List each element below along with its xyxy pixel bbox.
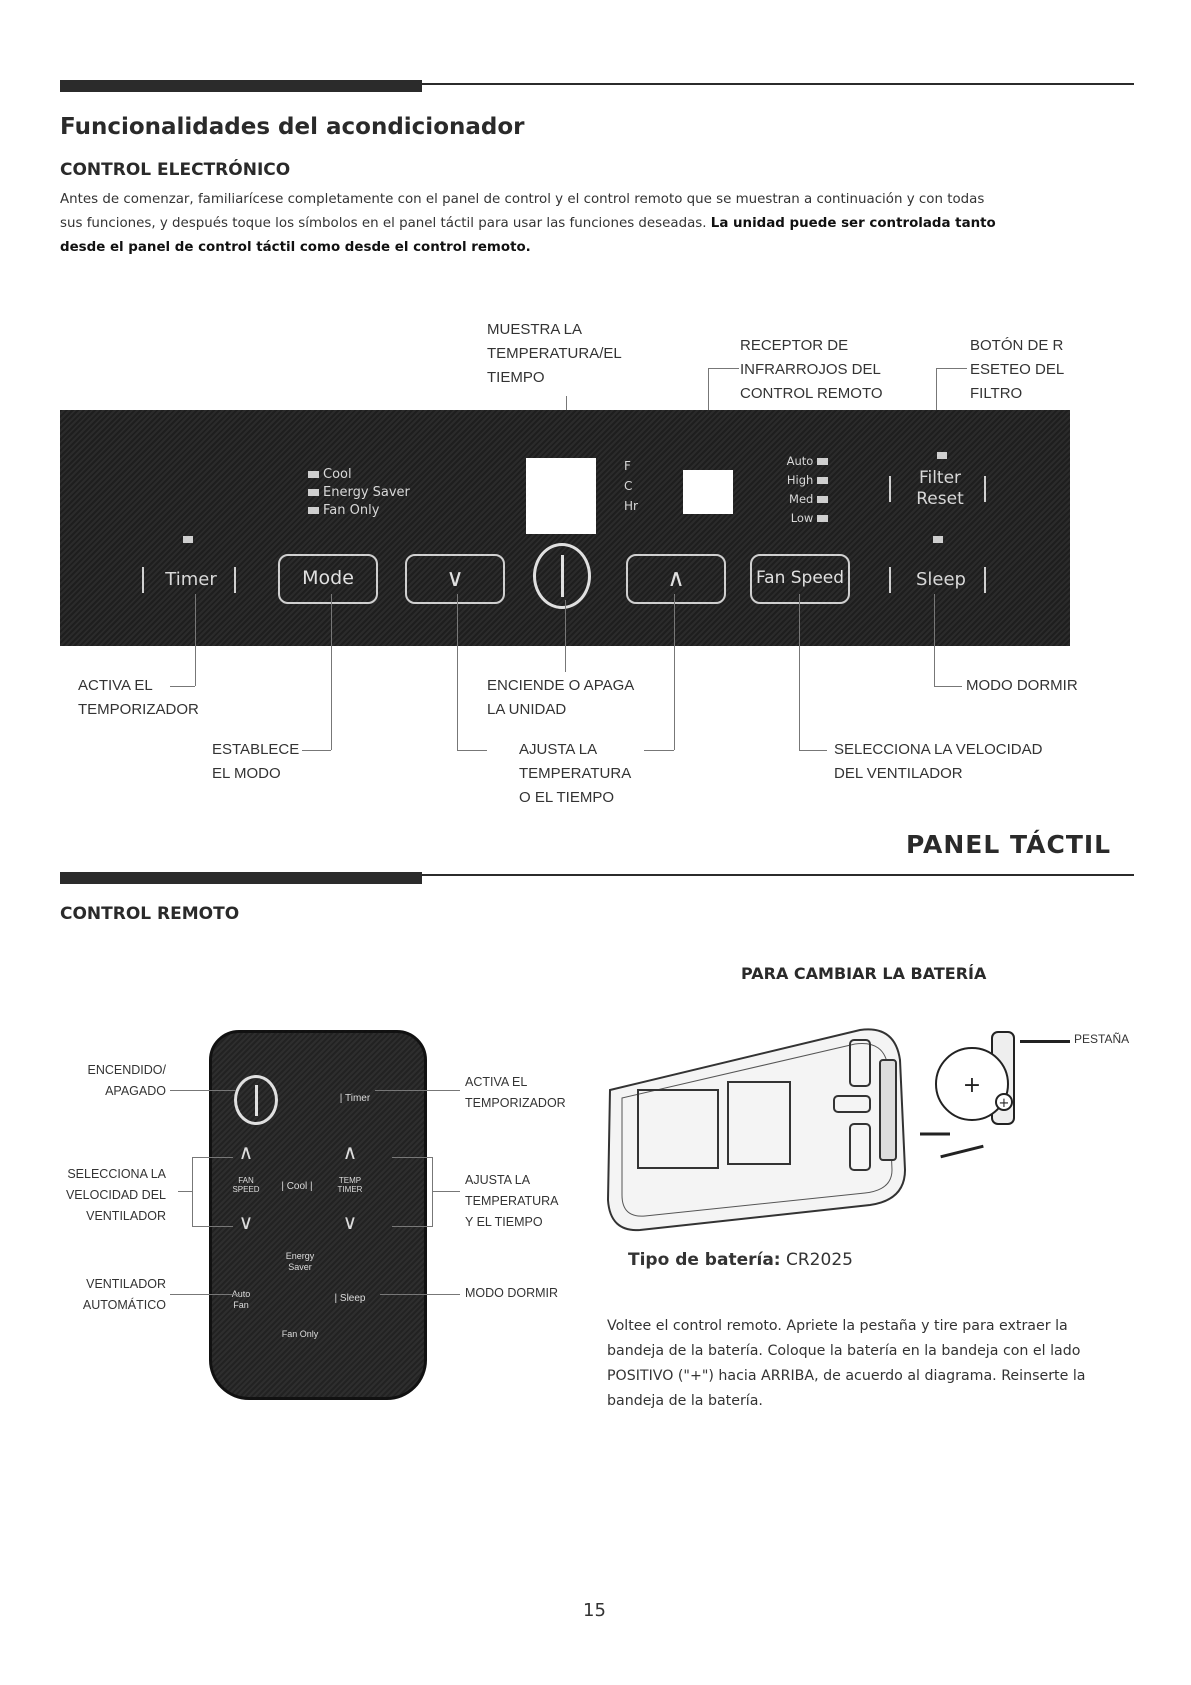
remote-fan-down-icon[interactable]: ∨: [238, 1212, 254, 1234]
remote-lead-temp-bracket: [392, 1157, 433, 1227]
mode-indicator-list: [308, 466, 410, 520]
remote-lead-fan-h: [178, 1191, 192, 1192]
remote-power-button[interactable]: [234, 1075, 278, 1125]
lead-line-timer: [195, 594, 196, 686]
remote-callout-timer: ACTIVA EL TEMPORIZADOR: [465, 1075, 566, 1110]
battery-type-value: CR2025: [786, 1250, 853, 1270]
remote-timer-button[interactable]: | Timer: [339, 1093, 371, 1104]
panel-caption: PANEL TÁCTIL: [906, 830, 1112, 859]
svg-text:+: +: [998, 1096, 1010, 1111]
battery-heading: PARA CAMBIAR LA BATERÍA: [741, 964, 987, 983]
pull-direction-arrow-icon: [940, 1145, 983, 1159]
remote-energy-saver-button[interactable]: Energy Saver: [285, 1251, 315, 1272]
power-button[interactable]: [533, 543, 591, 609]
callout-temp: AJUSTA LA TEMPERATURA O EL TIEMPO: [519, 741, 631, 806]
remote-cool-button[interactable]: | Cool |: [281, 1181, 313, 1192]
page-title: Funcionalidades del acondicionador: [60, 114, 525, 140]
filter-bar-left: [889, 476, 891, 502]
remote-lead-fan-bracket: [192, 1157, 233, 1227]
speed-indicator-med: Med: [760, 490, 832, 509]
lead-line-mode: [331, 594, 332, 750]
fan-speed-button[interactable]: Fan Speed: [750, 554, 850, 604]
timer-bar-left: [142, 567, 144, 593]
remote-callout-sleep: MODO DORMIR: [465, 1286, 559, 1300]
section-heading-electronic-control: CONTROL ELECTRÓNICO: [60, 160, 291, 180]
remote-temp-timer-label: TEMP TIMER: [337, 1176, 363, 1194]
unit-hr: Hr: [624, 499, 638, 513]
intro-plain-text: Antes de comenzar, familiarícese completamente con el panel de control y el control remoto que se muestran a continuación y con todas sus funciones, y después toque los símbolos en el panel táctil para usar las funciones deseadas.: [60, 192, 985, 231]
lead-line-down-h: [457, 750, 487, 751]
lead-line-up: [674, 594, 675, 750]
remote-back-illustration: [600, 1020, 940, 1240]
callout-display: MUESTRA LA TEMPERATURA/EL TIEMPO: [487, 321, 622, 386]
remote-auto-fan-button[interactable]: Auto Fan: [231, 1289, 251, 1310]
intro-paragraph: [60, 188, 1000, 260]
remote-fan-up-icon[interactable]: ∧: [238, 1142, 254, 1164]
remote-sleep-button[interactable]: | Sleep: [334, 1293, 366, 1304]
tab-arrow-icon: [1020, 1040, 1070, 1043]
mode-indicator-fan-only: Fan Only: [308, 502, 410, 520]
remote-fan-speed-label: FAN SPEED: [232, 1176, 260, 1194]
speed-indicator-high: High: [760, 471, 832, 490]
speed-indicator-auto: Auto: [760, 452, 832, 471]
speed-indicator-list: [760, 452, 832, 528]
battery-type-line: [628, 1250, 853, 1270]
filter-led: [937, 452, 947, 459]
remote-temp-down-icon[interactable]: ∨: [342, 1212, 358, 1234]
lead-line-fan-h: [799, 750, 827, 751]
lead-line-sleep-h: [934, 686, 962, 687]
remote-lead-timer: [375, 1090, 460, 1091]
lead-line-sleep: [934, 594, 935, 686]
temp-down-button[interactable]: ∨: [405, 554, 505, 604]
remote-callout-auto-fan: VENTILADOR AUTOMÁTICO: [82, 1277, 166, 1312]
mode-indicator-cool: Cool: [308, 466, 410, 484]
callout-filter-reset: BOTÓN DE R ESETEO DEL FILTRO: [970, 337, 1064, 402]
timer-led: [183, 536, 193, 543]
timer-button[interactable]: Timer: [165, 569, 217, 590]
sleep-bar-left: [889, 567, 891, 593]
lead-line-mode-h: [302, 750, 331, 751]
section-heading-remote-control: CONTROL REMOTO: [60, 904, 240, 924]
ir-receiver-window: [683, 470, 733, 514]
lead-line-up-h: [644, 750, 674, 751]
intro-bold-text: La unidad puede ser controlada tanto desde el panel de control táctil como desde el control remoto.: [60, 216, 996, 255]
filter-bar-right: [984, 476, 986, 502]
remote-power-icon: [255, 1085, 258, 1116]
unit-indicators: [624, 456, 638, 516]
callout-ir-receiver: RECEPTOR DE INFRARROJOS DEL CONTROL REMOTO: [740, 337, 883, 402]
temperature-display: [526, 458, 596, 534]
mode-indicator-energy-saver: Energy Saver: [308, 484, 410, 502]
remote-lead-power: [170, 1090, 236, 1091]
speed-indicator-low: Low: [760, 509, 832, 528]
remote-temp-up-icon[interactable]: ∧: [342, 1142, 358, 1164]
temp-up-button[interactable]: ∧: [626, 554, 726, 604]
mid-rule-thin: [60, 874, 1134, 876]
remote-lead-temp-h: [432, 1191, 460, 1192]
callout-sleep: MODO DORMIR: [966, 677, 1078, 694]
lead-line-down: [457, 594, 458, 750]
callout-fan-speed: SELECCIONA LA VELOCIDAD DEL VENTILADOR: [834, 741, 1043, 782]
unit-c: C: [624, 479, 633, 493]
svg-text:+: +: [962, 1073, 982, 1098]
lead-line-power: [565, 600, 566, 672]
remote-callout-power: ENCENDIDO/ APAGADO: [87, 1063, 166, 1098]
filter-reset-button[interactable]: Filter Reset: [916, 468, 964, 509]
sleep-led: [933, 536, 943, 543]
remote-callout-temp: AJUSTA LA TEMPERATURA Y EL TIEMPO: [465, 1173, 558, 1229]
callout-timer: ACTIVA EL TEMPORIZADOR: [78, 677, 199, 718]
unit-f: F: [624, 459, 631, 473]
power-icon: [561, 555, 564, 597]
tab-label: PESTAÑA: [1074, 1032, 1130, 1046]
timer-bar-right: [234, 567, 236, 593]
mode-button[interactable]: Mode: [278, 554, 378, 604]
remote-fan-only-button[interactable]: Fan Only: [281, 1329, 319, 1339]
lead-line-fan: [799, 594, 800, 750]
sleep-bar-right: [984, 567, 986, 593]
sleep-button[interactable]: Sleep: [915, 569, 966, 590]
remote-lead-sleep: [380, 1294, 460, 1295]
header-rule-thick: [60, 80, 422, 92]
battery-tray-illustration: [920, 1024, 1030, 1144]
header-rule-thin: [60, 83, 1134, 85]
callout-power: ENCIENDE O APAGA LA UNIDAD: [487, 677, 634, 718]
callout-mode: ESTABLECE EL MODO: [212, 741, 300, 782]
battery-type-label: Tipo de batería:: [628, 1250, 781, 1270]
remote-lead-auto: [170, 1294, 240, 1295]
remote-callout-fan-speed: SELECCIONA LA VELOCIDAD DEL VENTILADOR: [65, 1167, 166, 1223]
page-number: 15: [583, 1600, 606, 1621]
battery-instructions: Voltee el control remoto. Apriete la pestaña y tire para extraer la bandeja de la batería. Coloque la batería en la bandeja con el lado POSITIVO ("+") hacia ARRIBA, de acuerdo al diagrama. Reinserte la bandeja de la batería.: [607, 1318, 1086, 1409]
